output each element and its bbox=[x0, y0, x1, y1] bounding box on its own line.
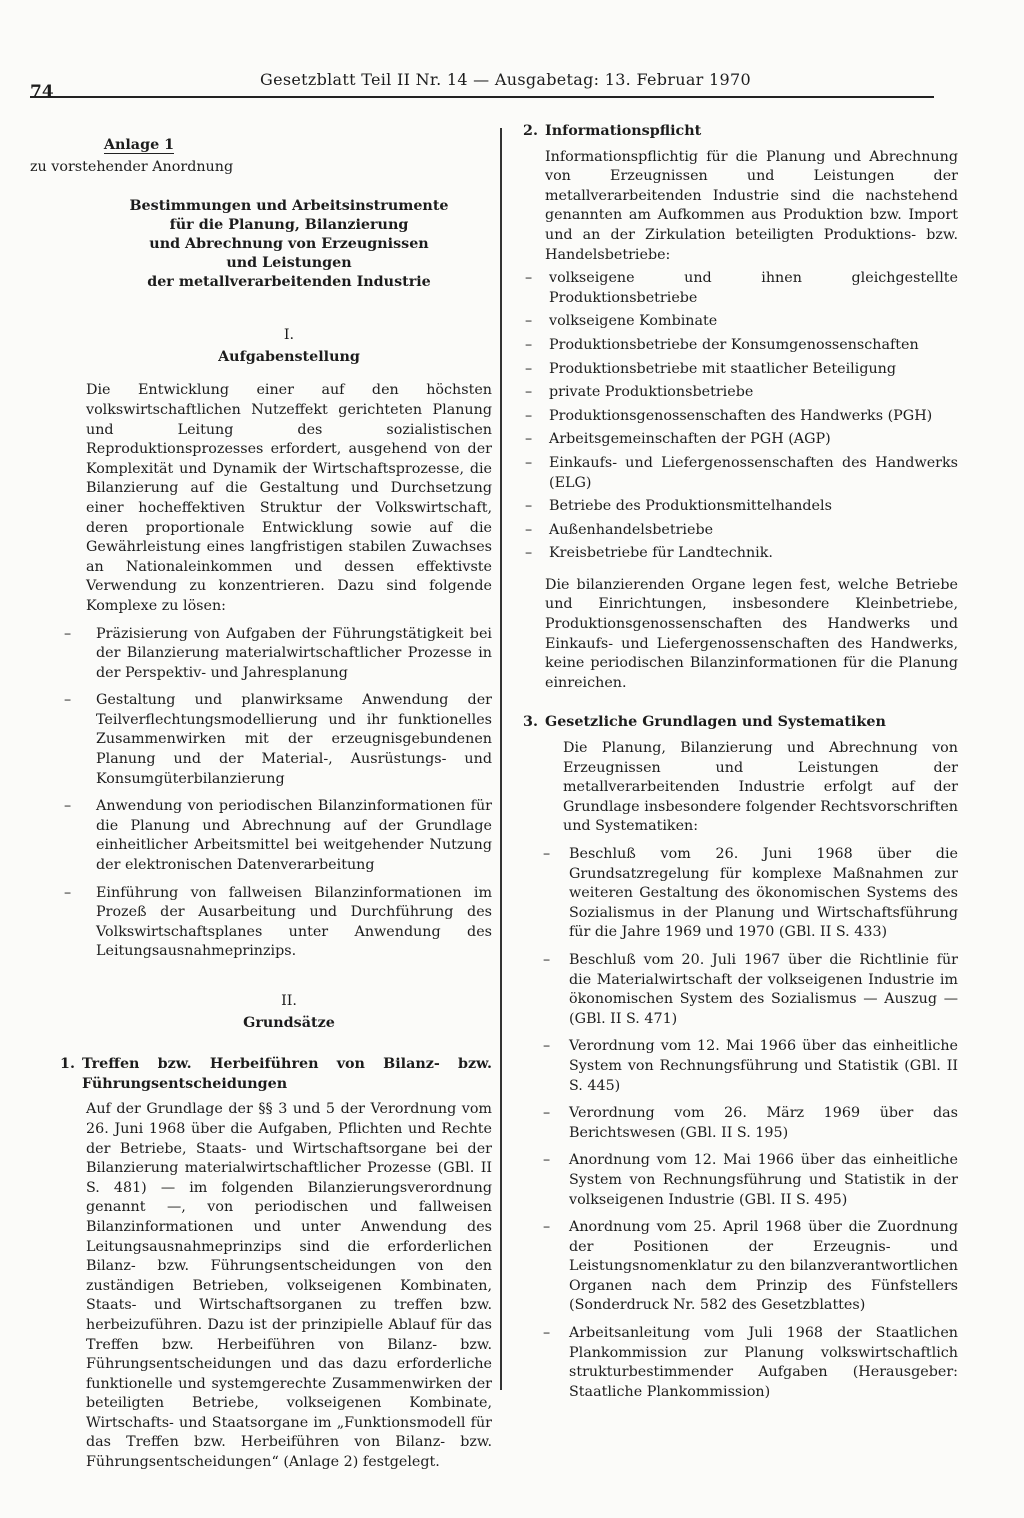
list-item: – Einführung von fallweisen Bilanzinformationen im Prozeß der Ausarbeitung und Durchführung des Volkswirtschaftsplanes unter Anwendung des Leitungsausnahmeprinzips. bbox=[60, 884, 492, 962]
list-item: – Anwendung von periodischen Bilanzinformationen für die Planung und Abrechnung auf der Grundlage einheitlicher Arbeitsmittel bei weitgehender Nutzung der elektronischen Datenverarbeitung bbox=[60, 797, 492, 875]
legal-basis-list bbox=[523, 845, 958, 1402]
list-item: – Arbeitsanleitung vom Juli 1968 der Staatlichen Plankommission zur Planung volkswirtschaftlich strukturbestimmender Aufgaben (Herausgeber: Staatliche Plankommission) bbox=[541, 1324, 958, 1402]
page-header bbox=[30, 68, 934, 102]
list-item: – volkseigene und ihnen gleichgestellte Produktionsbetriebe bbox=[523, 269, 958, 308]
list-item: – Anordnung vom 12. Mai 1966 über das einheitliche System von Rechnungsführung und Statistik in der volkseigenen Industrie (GBl. II S. 495) bbox=[541, 1151, 958, 1210]
list-item: – Verordnung vom 26. März 1969 über das Berichtswesen (GBl. II S. 195) bbox=[541, 1104, 958, 1143]
numbered-heading bbox=[523, 122, 958, 142]
heading-text: Treffen bzw. Herbeiführen von Bilanz- bzw. Führungsentscheidungen bbox=[82, 1056, 492, 1092]
document-title-line: und Abrechnung von Erzeugnissen bbox=[149, 236, 429, 253]
section-number: I. bbox=[283, 327, 295, 344]
page-number: 74 bbox=[30, 82, 54, 102]
list-item: – Gestaltung und planwirksame Anwendung der Teilverflechtungsmodellierung und ihr funktionelles Zusammenwirken mit der erzeugnisgebundenen Planung und der Material-, Ausrüstungs- und Konsumgüterbilanzierung bbox=[60, 691, 492, 789]
heading-text: Gesetzliche Grundlagen und Systematiken bbox=[545, 714, 886, 731]
heading-number: 3. bbox=[523, 714, 538, 731]
list-item: – Produktionsbetriebe mit staatlicher Beteiligung bbox=[523, 360, 958, 380]
list-item: – private Produktionsbetriebe bbox=[523, 383, 958, 403]
annex-subtitle: zu vorstehender Anordnung bbox=[30, 158, 234, 175]
heading-text: Informationspflicht bbox=[545, 123, 702, 139]
annex-title: Anlage 1 bbox=[103, 137, 175, 153]
list-item: – volkseigene Kombinate bbox=[523, 312, 958, 332]
list-item: – Betriebe des Produktionsmittelhandels bbox=[523, 497, 958, 517]
section-number: II. bbox=[281, 993, 297, 1009]
left-column bbox=[30, 136, 492, 1473]
body-paragraph: Die bilanzierenden Organe legen fest, welche Betriebe und Einrichtungen, insbesondere Kleinbetriebe, Produktionsgenossenschaften des Handwerks und Einkaufs- und Liefergenossenschaften des Handwerks, keine periodischen Bilanzinformationen für die Planung einreichen. bbox=[545, 576, 958, 691]
list-item: – Außenhandelsbetriebe bbox=[523, 521, 958, 541]
list-item: – Präzisierung von Aufgaben der Führungstätigkeit bei der Bilanzierung materialwirtschaftlicher Prozesse in der Perspektiv- und Jahresplanung bbox=[60, 625, 492, 684]
right-column bbox=[523, 122, 958, 1402]
numbered-heading bbox=[523, 713, 958, 733]
task-list bbox=[86, 625, 492, 963]
section-intro-paragraph: Die Entwicklung einer auf den höchsten volkswirtschaftlichen Nutzeffekt gerichteten Planung und Leitung des sozialistischen Reproduktionsprozesses erfordert, ausgehend von der Komplexität und Dynamik der Wirtschaftsprozesse, die Bilanzierung auf die Gestaltung und Durchsetzung einer hocheffektiven Struktur der Volkswirtschaft, deren proportionale Entwicklung sowie auf die Gewährleistung eines langfristigen stabilen Zuwachses an Nationaleinkommen und dessen effektivste Verwendung zu konzentrieren. Dazu sind folgende Komplexe zu lösen: bbox=[86, 382, 492, 614]
body-paragraph: Auf der Grundlage der §§ 3 und 5 der Verordnung vom 26. Juni 1968 über die Aufgaben, Pflichten und Rechte der Betriebe, Staats- und Wirtschaftsorgane bei der Bilanzierung materialwirtschaftlicher Prozesse (GBl. II S. 481) — im folgenden Bilanzierungsverordnung genannt —, von periodischen und fallweisen Bilanzinformationen und unter Anwendung des Leitungsausnahmeprinzips sind die erforderlichen Bilanz- bzw. Führungsentscheidungen von den zuständigen Betrieben, volkseigenen Kombinaten, Staats- und Wirtschaftsorganen zu treffen bzw. herbeizuführen. Dazu ist der prinzipielle Ablauf für das Treffen bzw. Herbeiführen von Bilanz- bzw. Führungsentscheidungen und das dazu erforderliche funktionelle und systemgerechte Zusammenwirken der beteiligten Betriebe, volkseigenen Kombinate, Wirtschafts- und Staatsorgane im „Funktionsmodell für das Treffen bzw. Herbeiführen von Bilanz- bzw. Führungsentscheidungen“ (Anlage 2) festgelegt. bbox=[86, 1101, 492, 1471]
document-title-line: und Leistungen bbox=[226, 255, 352, 272]
document-title bbox=[86, 197, 492, 292]
list-item: – Arbeitsgemeinschaften der PGH (AGP) bbox=[523, 430, 958, 450]
list-item: – Verordnung vom 12. Mai 1966 über das einheitliche System von Rechnungsführung und Statistik (GBl. II S. 445) bbox=[541, 1037, 958, 1096]
body-paragraph: Die Planung, Bilanzierung und Abrechnung von Erzeugnissen und Leistungen der metallverarbeitenden Industrie erfolgt auf der Grundlage insbesondere folgender Rechtsvorschriften und Systematiken: bbox=[563, 740, 958, 835]
list-item: – Produktionsgenossenschaften des Handwerks (PGH) bbox=[523, 407, 958, 427]
document-title-line: für die Planung, Bilanzierung bbox=[169, 217, 409, 234]
list-item: – Kreisbetriebe für Landtechnik. bbox=[523, 544, 958, 564]
heading-number: 2. bbox=[523, 123, 538, 139]
gazette-header-title: Gesetzblatt Teil II Nr. 14 — Ausgabetag: 13. Februar 1970 bbox=[260, 70, 751, 89]
column-divider bbox=[500, 128, 502, 1390]
list-item: – Produktionsbetriebe der Konsumgenossenschaften bbox=[523, 336, 958, 356]
document-title-line: der metallverarbeitenden Industrie bbox=[147, 274, 431, 291]
section-title: Grundsätze bbox=[243, 1014, 335, 1031]
list-item: – Einkaufs- und Liefergenossenschaften des Handwerks (ELG) bbox=[523, 454, 958, 493]
obligated-enterprises-list bbox=[523, 269, 958, 564]
document-title-line: Bestimmungen und Arbeitsinstrumente bbox=[129, 198, 449, 215]
list-item: – Beschluß vom 20. Juli 1967 über die Richtlinie für die Materialwirtschaft der volkseigenen Industrie im ökonomischen System des Sozialismus — Auszug — (GBl. II S. 471) bbox=[541, 951, 958, 1029]
list-item: – Anordnung vom 25. April 1968 über die Zuordnung der Positionen der Erzeugnis- und Leistungsnomenklatur zu den bilanzverantwortlichen Organen nach dem Prinzip des Fünfstellers (Sonderdruck Nr. 582 des Gesetzblattes) bbox=[541, 1218, 958, 1316]
numbered-heading bbox=[60, 1055, 492, 1094]
section-title: Aufgabenstellung bbox=[218, 348, 360, 365]
list-item: – Beschluß vom 26. Juni 1968 über die Grundsatzregelung für komplexe Maßnahmen zur weiteren Gestaltung des ökonomischen Systems des Sozialismus in der Planung und Wirtschaftsführung für die Jahre 1969 und 1970 (GBl. II S. 433) bbox=[541, 845, 958, 943]
body-paragraph: Informationspflichtig für die Planung und Abrechnung von Erzeugnissen und Leistungen der metallverarbeitenden Industrie sind die nachstehend genannten am Aufkommen aus Produktion bzw. Import und an der Zirkulation beteiligten Produktions- bzw. Handelsbetriebe: bbox=[545, 148, 958, 263]
heading-number: 1. bbox=[60, 1056, 75, 1073]
